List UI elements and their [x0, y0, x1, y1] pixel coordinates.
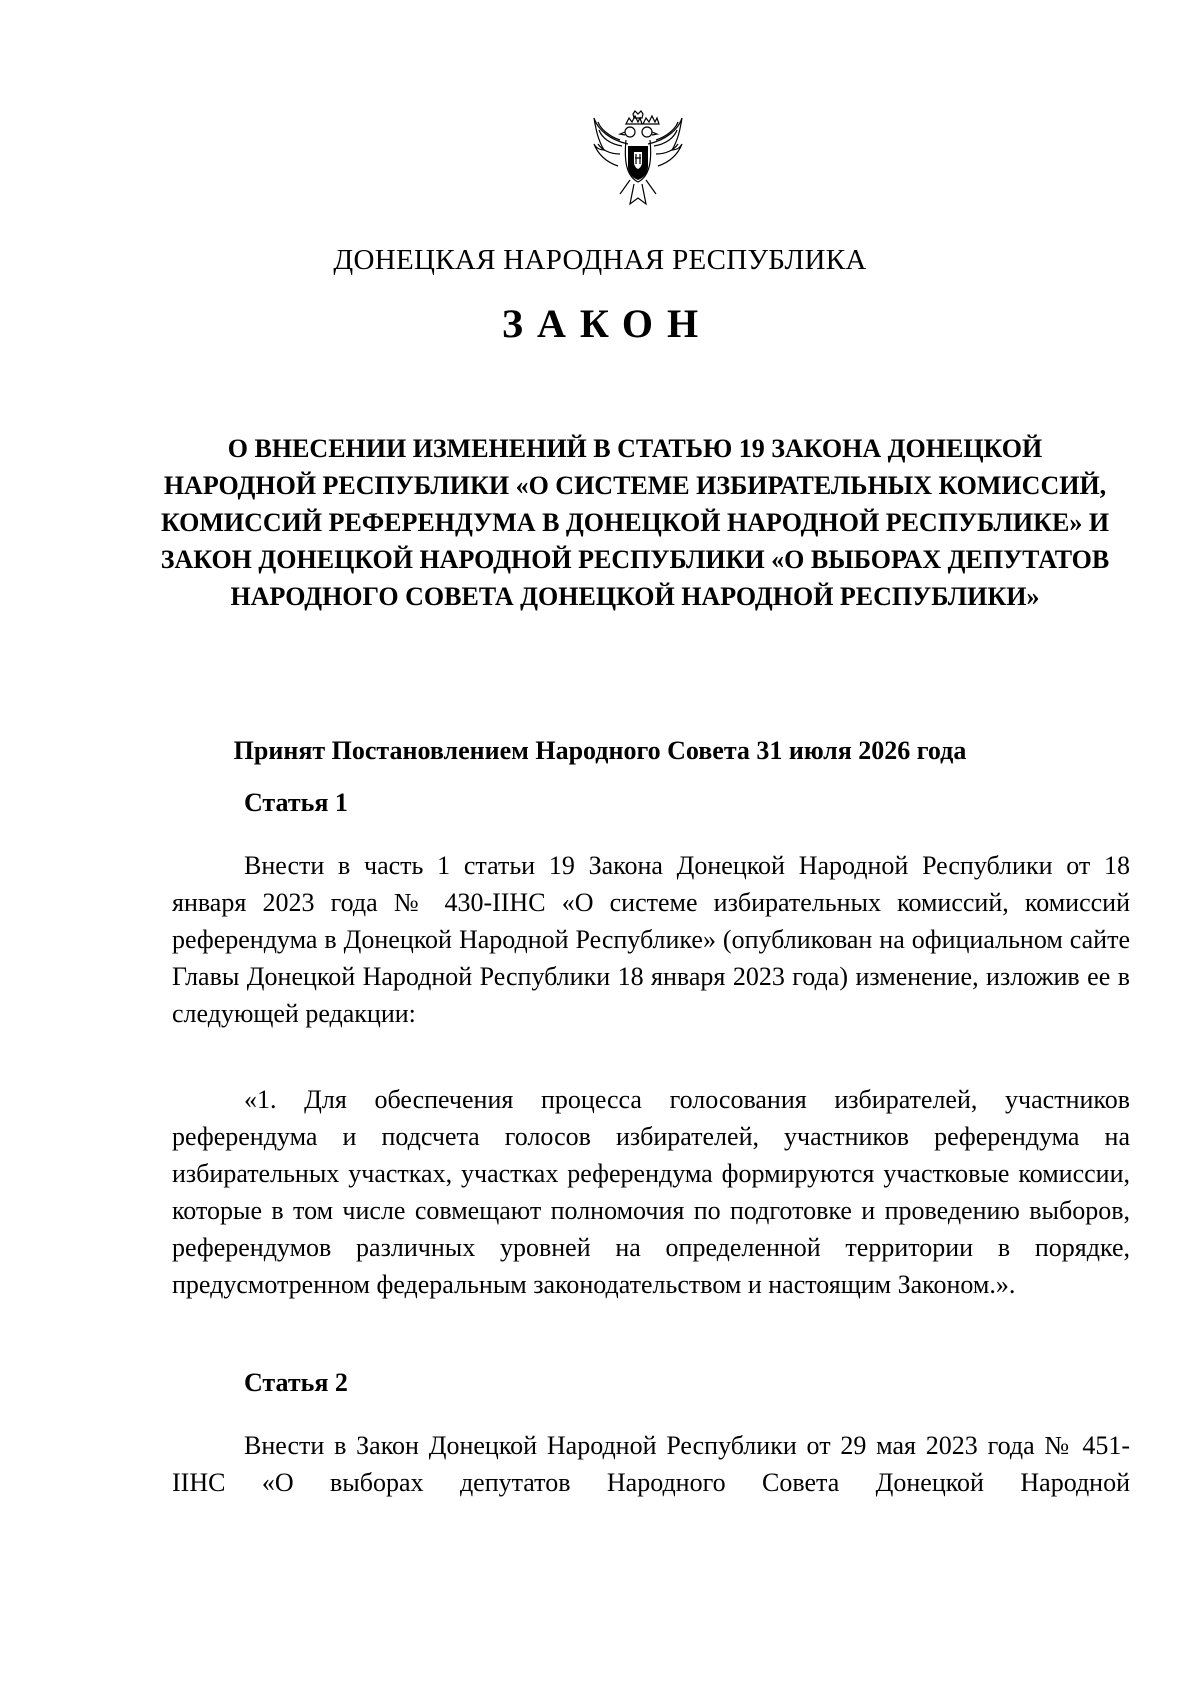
article-1-quoted-paragraph: «1. Для обеспечения процесса голосования избирателей, участников референдума и подсчета голосов избирателей, участников референдума на избирательных участках, участках референдума формируются участковые комиссии, которые в том числе совмещают полномочия по подготовке и проведению выборов, референдумов различных уровней на определенной территории в порядке, предусмотренном федеральным законодательством и настоящим Законом.».	[172, 1085, 1130, 1299]
article-2-heading: Статья 2	[244, 1368, 348, 1397]
article-1-heading: Статья 1	[244, 788, 348, 817]
article-1-paragraph: Внести в часть 1 статьи 19 Закона Донецкой Народной Республики от 18 января 2023 года № 430-IIНС «О системе избирательных комиссий, комиссий референдума в Донецкой Народной Республике» (опубликован на официальном сайте Главы Донецкой Народной Республики 18 января 2023 года) изменение, изложив ее в следующей редакции:	[172, 851, 1130, 1028]
adoption-line: Принят Постановлением Народного Совета 31 июля 2026 года	[233, 736, 967, 765]
document-type-heading: ЗАКОН	[501, 301, 713, 346]
republic-name: ДОНЕЦКАЯ НАРОДНАЯ РЕСПУБЛИКА	[333, 244, 867, 276]
law-title: О ВНЕСЕНИИ ИЗМЕНЕНИЙ В СТАТЬЮ 19 ЗАКОНА ДОНЕЦКОЙ НАРОДНОЙ РЕСПУБЛИКИ «О СИСТЕМЕ ИЗБИРАТЕЛЬНЫХ КОМИССИЙ, КОМИССИЙ РЕФЕРЕНДУМА В ДОНЕЦКОЙ НАРОДНОЙ РЕСПУБЛИКЕ» И ЗАКОН ДОНЕЦКОЙ НАРОДНОЙ РЕСПУБЛИКИ «О ВЫБОРАХ ДЕПУТАТОВ НАРОДНОГО СОВЕТА ДОНЕЦКОЙ НАРОДНОЙ РЕСПУБЛИКИ»	[160, 434, 1110, 611]
article-2-paragraph: Внести в Закон Донецкой Народной Республики от 29 мая 2023 года № 451-IIНС «О выборах депутатов Народного Совета Донецкой Народной	[172, 1431, 1130, 1497]
dpr-coat-of-arms-icon	[590, 110, 686, 216]
